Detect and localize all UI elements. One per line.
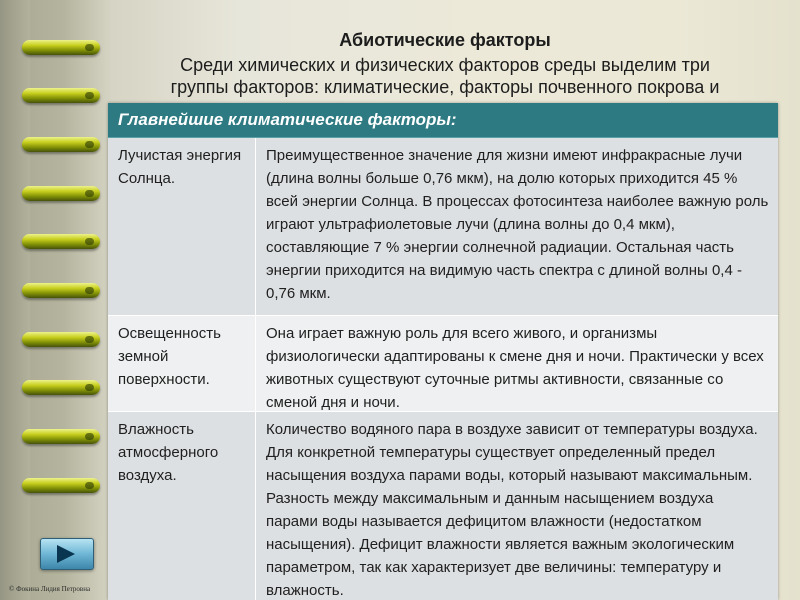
binder-ring bbox=[22, 478, 100, 493]
description-cell: Количество водяного пара в воздухе зависит от температуры воздуха. Для конкретной температуры существует определенный предел насыщения воздуха парами воды, который называют максимальным. Разность между максимальным и данным насыщением воздуха парами воды называется дефицитом влажности (недостатком насыщения). Дефицит влажности является важным экологическим параметром, так как характеризует две величины: температуру и влажность. bbox=[256, 412, 778, 600]
slide-subtitle bbox=[115, 54, 775, 98]
climatic-factors-table bbox=[108, 103, 778, 600]
binder-ring bbox=[22, 186, 100, 201]
binder-ring bbox=[22, 40, 100, 55]
play-arrow-icon bbox=[55, 544, 77, 564]
table-header: Главнейшие климатические факторы: bbox=[108, 103, 778, 138]
next-slide-button[interactable] bbox=[40, 538, 94, 570]
factor-cell: Освещенность земной поверхности. bbox=[108, 316, 256, 412]
copyright-text: © Фокина Лидия Петровна bbox=[9, 585, 91, 593]
table-row bbox=[108, 412, 778, 600]
binder-ring bbox=[22, 380, 100, 395]
slide-title: Абиотические факторы bbox=[339, 30, 551, 50]
table-row bbox=[108, 138, 778, 316]
factor-cell: Лучистая энергия Солнца. bbox=[108, 138, 256, 316]
binder-ring bbox=[22, 234, 100, 249]
subtitle-line-1: Среди химических и физических факторов среды выделим три bbox=[180, 55, 710, 75]
factor-cell: Влажность атмосферного воздуха. bbox=[108, 412, 256, 600]
table-row bbox=[108, 316, 778, 412]
binder-ring bbox=[22, 137, 100, 152]
description-cell: Она играет важную роль для всего живого, и организмы физиологически адаптированы к смене дня и ночи. Практически у всех животных существуют суточные ритмы активности, связанные со сменой дня и ночи. bbox=[256, 316, 778, 412]
binder-ring bbox=[22, 88, 100, 103]
binder-ring bbox=[22, 283, 100, 298]
subtitle-line-2: группы факторов: климатические, факторы почвенного покрова и bbox=[170, 77, 720, 97]
description-cell: Преимущественное значение для жизни имеют инфракрасные лучи (длина волны больше 0,76 мкм), на долю которых приходится 45 % всей энергии Солнца. В процессах фотосинтеза наиболее важную роль играют ультрафиолетовые лучи (длина волны до 0,4 мкм), составляющие 7 % энергии солнечной радиации. Остальная часть энергии приходится на видимую часть спектра с длиной волны 0,4 - 0,76 мкм. bbox=[256, 138, 778, 316]
binder-ring bbox=[22, 429, 100, 444]
binder-ring bbox=[22, 332, 100, 347]
